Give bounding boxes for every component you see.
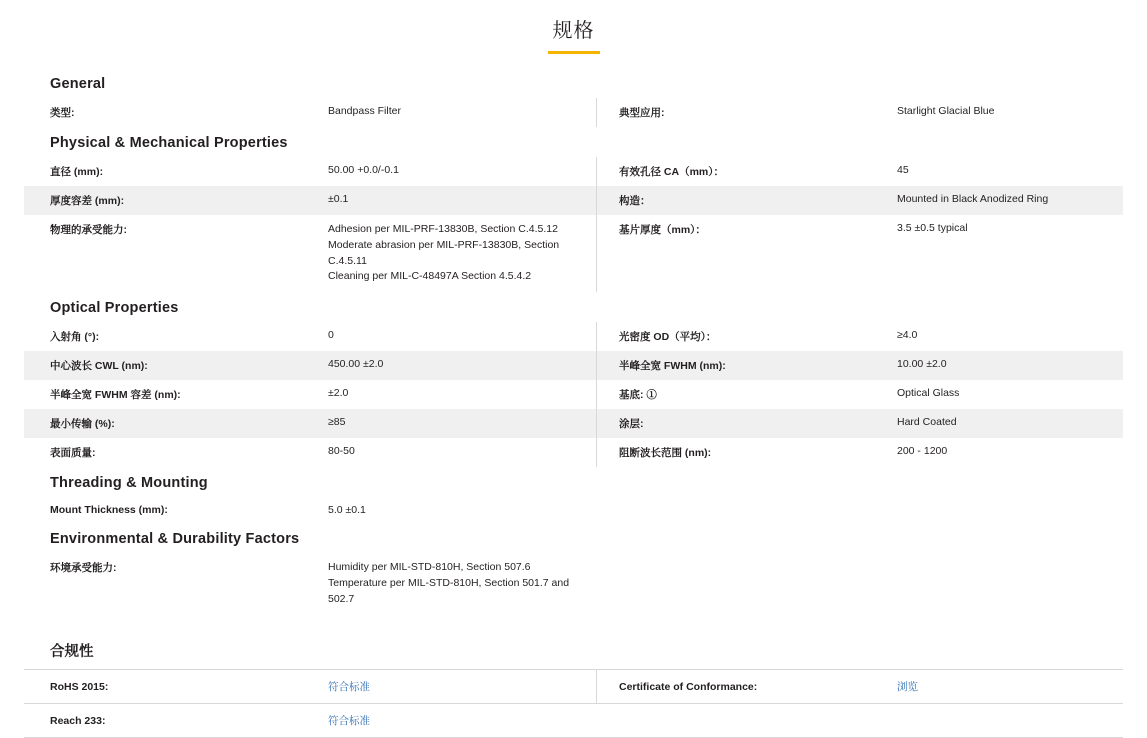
spec-label-left: 表面质量: xyxy=(50,447,96,459)
spec-label-right: 典型应用: xyxy=(597,98,898,127)
compliance-label-right: Certificate of Conformance: xyxy=(597,670,898,704)
spec-label-right: 半峰全宽 FWHM (nm): xyxy=(597,351,898,380)
spec-value-right: Optical Glass xyxy=(897,387,960,399)
spec-table xyxy=(24,553,1123,614)
spec-label-right xyxy=(596,497,896,523)
spec-value-left: 0 xyxy=(328,329,334,341)
spec-label-right: 阻断波长范围 (nm): xyxy=(597,438,898,467)
spec-label-left: 直径 (mm): xyxy=(50,166,104,178)
spec-value-left: ±2.0 xyxy=(328,387,349,399)
spec-row xyxy=(24,98,1123,127)
spec-row xyxy=(24,157,1123,186)
spec-label-left: 物理的承受能力: xyxy=(50,224,127,236)
title-underline xyxy=(548,51,600,54)
spec-table xyxy=(24,497,1123,523)
spec-label-right: 有效孔径 CA（mm）： xyxy=(597,157,898,186)
spec-value-left: 80-50 xyxy=(328,445,355,457)
spec-value-left: 50.00 +0.0/-0.1 xyxy=(328,164,399,176)
spec-label-left: 中心波长 CWL (nm): xyxy=(24,351,328,380)
spec-row xyxy=(24,438,1123,467)
compliance-label-right xyxy=(597,704,898,738)
section-heading: Physical & Mechanical Properties xyxy=(50,135,288,151)
spec-value-left: ±0.1 xyxy=(328,186,597,215)
compliance-value-left xyxy=(328,670,597,704)
compliance-row xyxy=(24,704,1123,738)
compliance-link-left[interactable]: 符合标准 xyxy=(328,715,370,728)
spec-row xyxy=(24,553,1123,614)
spec-row xyxy=(24,380,1123,409)
compliance-table xyxy=(24,669,1123,738)
spec-label-left: Mount Thickness (mm): xyxy=(50,504,168,516)
spec-value-right xyxy=(896,553,1123,614)
spec-value-left: 5.0 ±0.1 xyxy=(328,504,366,516)
spec-value-right: 3.5 ±0.5 typical xyxy=(897,222,968,234)
spec-label-left: 类型: xyxy=(50,107,75,119)
spec-value-right: 200 - 1200 xyxy=(897,445,948,457)
spec-row xyxy=(24,497,1123,523)
spec-label-left: 半峰全宽 FWHM 容差 (nm): xyxy=(50,389,181,401)
spec-row xyxy=(24,215,1123,292)
spec-row xyxy=(24,351,1123,380)
spec-label-right: 基底: ① xyxy=(597,380,898,409)
spec-label-left: 厚度容差 (mm): xyxy=(24,186,328,215)
spec-value-left: ≥85 xyxy=(328,409,597,438)
spec-value-right: 10.00 ±2.0 xyxy=(897,351,1123,380)
spec-value-right: Starlight Glacial Blue xyxy=(897,105,995,117)
spec-value-left: Humidity per MIL-STD-810H, Section 507.6 Temperature per MIL-STD-810H, Section 501.7 and 502.7 xyxy=(328,561,570,605)
page-title-block xyxy=(0,0,1147,54)
spec-value-right: 45 xyxy=(897,164,909,176)
spec-content xyxy=(0,68,1147,738)
section-heading: General xyxy=(50,76,106,92)
spec-label-right xyxy=(596,553,896,614)
spec-row xyxy=(24,409,1123,438)
spec-label-left: 环境承受能力: xyxy=(50,562,117,574)
section-heading: Environmental & Durability Factors xyxy=(50,531,300,547)
section-heading: Threading & Mounting xyxy=(50,475,208,491)
spec-label-right: 基片厚度（mm）： xyxy=(597,215,898,292)
spec-table xyxy=(24,157,1123,292)
spec-value-right: ≥4.0 xyxy=(897,329,918,341)
spec-table xyxy=(24,98,1123,127)
compliance-value-right xyxy=(897,670,1123,704)
spec-label-left: 最小传输 (%): xyxy=(24,409,328,438)
spec-value-right: Mounted in Black Anodized Ring xyxy=(897,186,1123,215)
compliance-label-left: Reach 233: xyxy=(24,704,328,738)
spec-value-left: Bandpass Filter xyxy=(328,105,401,117)
compliance-heading: 合规性 xyxy=(50,644,94,661)
spec-label-right: 涂层: xyxy=(597,409,898,438)
spec-table xyxy=(24,322,1123,467)
compliance-link-right[interactable]: 浏览 xyxy=(897,681,918,694)
compliance-label-left: RoHS 2015: xyxy=(24,670,328,704)
spec-value-left: 450.00 ±2.0 xyxy=(328,351,597,380)
compliance-row xyxy=(24,670,1123,704)
spec-value-left: Adhesion per MIL-PRF-13830B, Section C.4.5.12 Moderate abrasion per MIL-PRF-13830B, Section C.4.5.11 Cleaning per MIL-C-48497A Section 4.5.4.2 xyxy=(328,223,560,283)
sections-root xyxy=(24,68,1123,614)
spec-value-right xyxy=(896,497,1123,523)
spec-label-left: 入射角 (°): xyxy=(50,331,100,343)
spec-row xyxy=(24,322,1123,351)
spec-row xyxy=(24,186,1123,215)
spec-label-right: 构造： xyxy=(597,186,898,215)
page-title: 规格 xyxy=(552,20,595,42)
spec-value-right: Hard Coated xyxy=(897,409,1123,438)
spec-label-right: 光密度 OD（平均）： xyxy=(597,322,898,351)
section-heading: Optical Properties xyxy=(50,300,179,316)
compliance-value-right xyxy=(897,704,1123,738)
compliance-value-left xyxy=(328,704,597,738)
compliance-link-left[interactable]: 符合标准 xyxy=(328,681,370,694)
